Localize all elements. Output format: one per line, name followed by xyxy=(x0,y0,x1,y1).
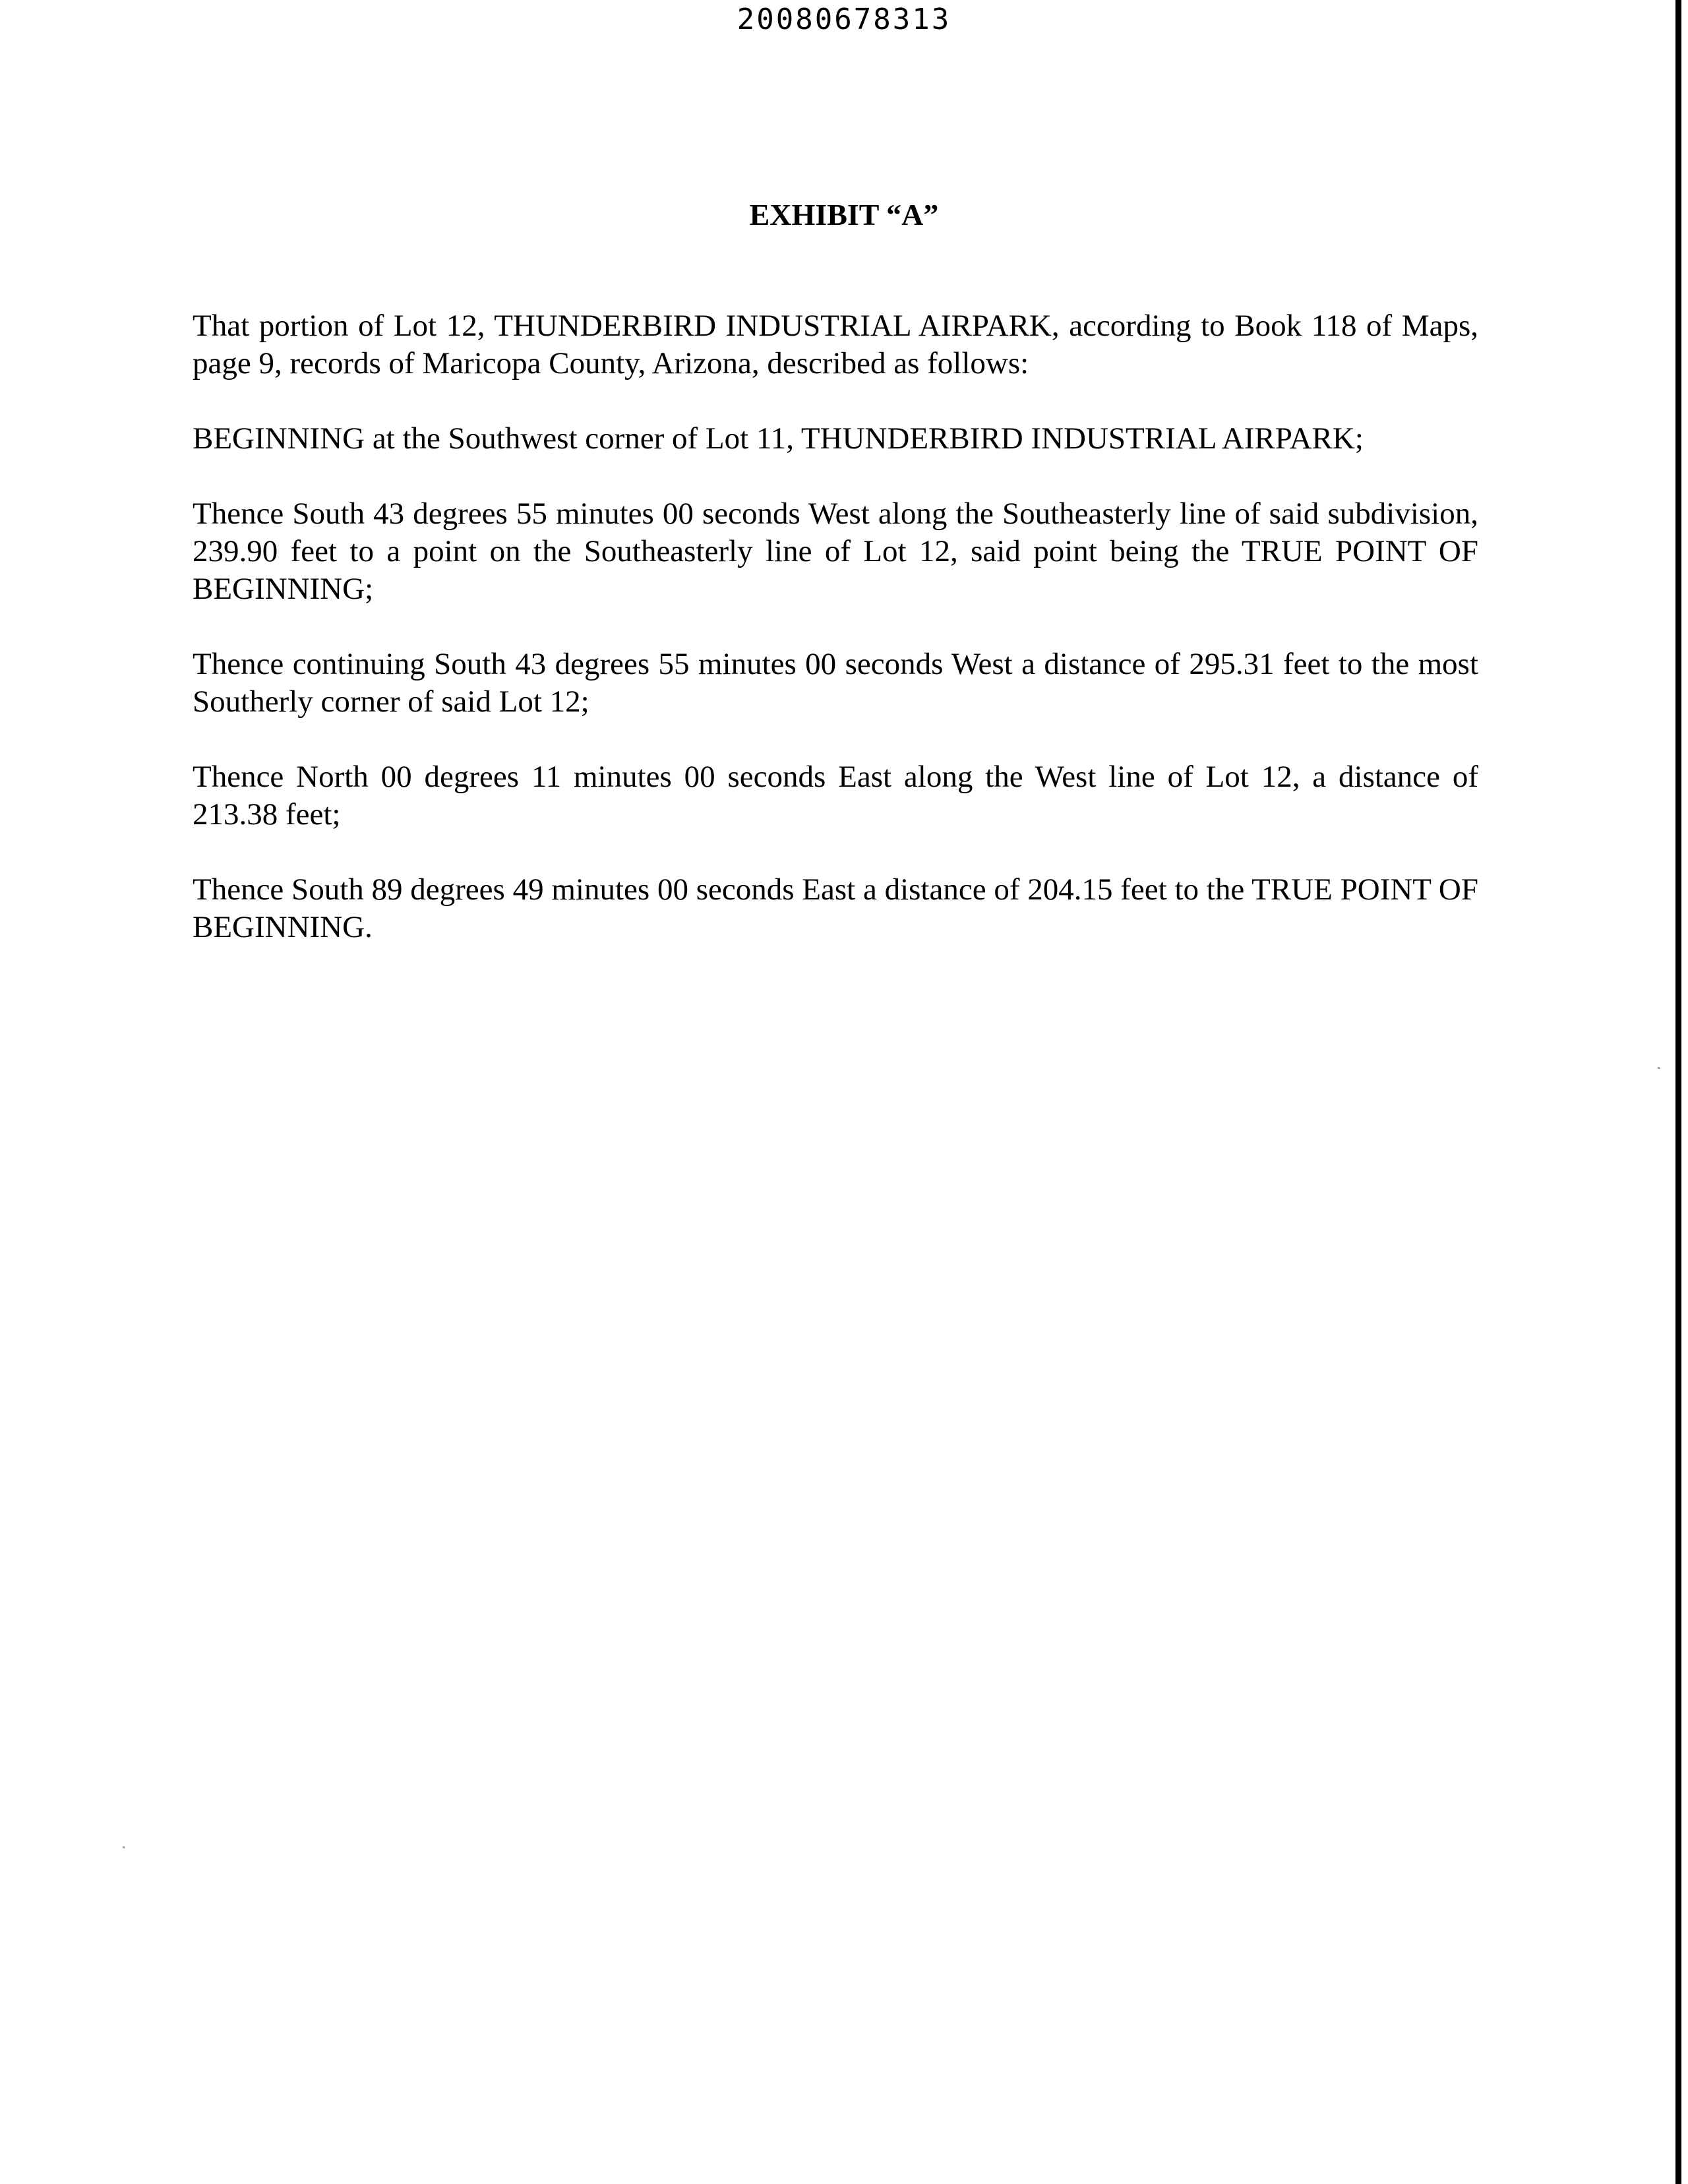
paragraph-intro: That portion of Lot 12, THUNDERBIRD INDUSTRIAL AIRPARK, according to Book 118 of Maps, page 9, records of Maricopa County, Arizona, described as follows: xyxy=(193,309,1478,380)
paragraph-course-1: Thence South 43 degrees 55 minutes 00 seconds West along the Southeasterly line of said subdivision, 239.90 feet to a point on the Southeasterly line of Lot 12, said point being the TRUE POINT OF BEGINNING; xyxy=(193,497,1478,606)
paragraph-course-4: Thence South 89 degrees 49 minutes 00 seconds East a distance of 204.15 feet to the TRUE POINT OF BEGINNING. xyxy=(193,872,1478,944)
legal-description xyxy=(193,307,1478,946)
paragraph-beginning: BEGINNING at the Southwest corner of Lot 11, THUNDERBIRD INDUSTRIAL AIRPARK; xyxy=(193,421,1364,456)
exhibit-title: EXHIBIT “A” xyxy=(749,198,939,231)
scan-speck xyxy=(1658,1067,1660,1069)
scan-edge-border xyxy=(1675,0,1681,2184)
recording-number: 20080678313 xyxy=(737,3,951,36)
paragraph-course-2: Thence continuing South 43 degrees 55 minutes 00 seconds West a distance of 295.31 feet to the most Southerly corner of said Lot 12; xyxy=(193,647,1478,719)
scan-speck xyxy=(123,1846,125,1848)
paragraph-course-3: Thence North 00 degrees 11 minutes 00 seconds East along the West line of Lot 12, a distance of 213.38 feet; xyxy=(193,760,1478,832)
